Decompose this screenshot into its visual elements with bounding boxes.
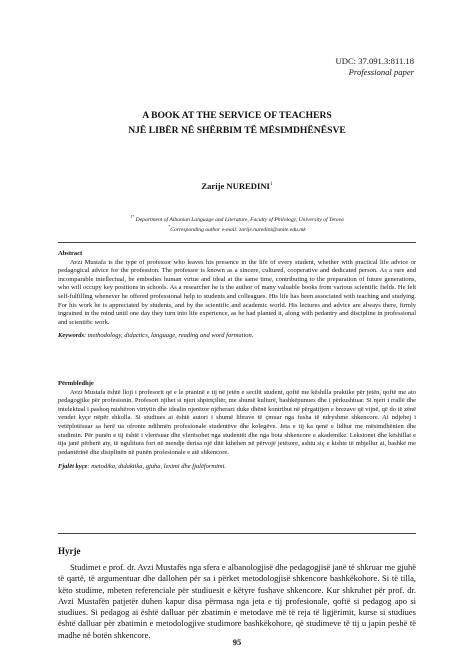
affiliation-mark: 1* — [130, 214, 135, 219]
udc-code: UDC: 37.091.3:811.18 — [335, 56, 414, 66]
permbledhje-keywords — [58, 463, 416, 472]
permbledhje-text: Avzi Mustafa është lloji i profesorit që e le praninë e tij në jetën e secilit student, qoftë me këshilla praktike për jetën, qoftë me ato pedagogjike për profesionin. Profesori njihet si njeri shpirtçiltër, me shumë kulturë, bashkëpunues dhe i përkushtuar. Si njeri i rrallë dhe intelektual i pashoq mishëron virtytin dhe idealin njerëzor njëherazi duke dhënë kontribut në përgatitjen e brezave që vijnë, që do të zënë vendet kyçe nëpër shkolla. Si studiues ai është autori i shumë librave të çmuar nga fusha të ndryshme shkencore. Ai ndjehej i vetëplotësuar sa herë ua ofronte ndihmën profesionale studentëve dhe kolegëve. Jeta e tij ka qenë e lidhur me mësimdhënien dhe studimin. Për punën e tij është i vlerësuar dhe vlerësohet nga studentët dhe nga bota shkencore e akademike. Leksionet dhe këshillat e tija janë përherë aty, të ngulitura fort në mendje derisa një ditë kthehen në përvojë jetësore, ashtu siç e kishte të mbjellur ai, bashkë me pedantërinë dhe disiplinën në punën profesionale e atë shkencore. — [58, 388, 416, 456]
abstract-text: Avzi Mustafa is the type of professor who leaves his presence in the life of every student, whether with practical life advice or pedagogical advice for the profession. The professor is known as a sincere, cultured, cooperative and dedicated person. As a rare and incomparable intellectual, he embodies human virtue and ideal at the same time, contributing to the preparation of future generations, who will occupy key positions in schools. As a researcher he is the author of many valuable books from various scientific fields. He felt self-fulfilling whenever he offered professional help to students and colleagues. His life has been associated with teaching and studying. For his work he is appreciated by students, and by the scientific and academic world. His lectures and advice are always there, firmly ingrained in the mind until one day they turn into life experience, as he had planted it, along with pedantry and discipline in professional and scientific work. — [58, 258, 416, 326]
abstract-bottom-rule — [58, 533, 416, 534]
paper-type: Professional paper — [348, 67, 414, 77]
abstract-keywords — [58, 332, 416, 341]
abstract-top-rule — [58, 242, 416, 243]
title-english: A BOOK AT THE SERVICE OF TEACHERS — [142, 110, 332, 121]
paper-header — [336, 56, 414, 78]
author-mark: 1 — [269, 181, 273, 188]
page-number: 95 — [232, 637, 242, 647]
keywords-text: : methodology, didactics, language, reading and word formation. — [84, 332, 254, 340]
title-albanian: NJË LIBËR NË SHËRBIM TË MËSIMDHËNËSVE — [128, 125, 346, 136]
affiliation-text: Department of Albanian Language and Literature, Faculty of Philology, University of Tetova — [135, 216, 344, 223]
permbledhje-block — [58, 380, 416, 472]
author-name: Zarije NUREDINI — [201, 181, 270, 191]
fjalet-kyce-text: : metodika, didaktika, gjuha, leximi dhe fjalëformimi. — [87, 463, 227, 471]
email-text[interactable]: Corresponding author e-mail: zarije.nuredini@unite.edu.mk — [170, 226, 306, 233]
email-line — [0, 222, 474, 235]
section-heading: Hyrje — [58, 546, 81, 556]
abstract-block — [58, 250, 416, 341]
fjalet-kyce-label: Fjalët kyçe — [58, 463, 88, 471]
abstract-heading: Abstract — [58, 250, 83, 257]
email-mark: * — [168, 224, 171, 229]
section-body: Studimet e prof. dr. Avzi Mustafës nga sfera e albanologjisë dhe pedagogjisë janë të shkruar me gjuhë të qartë, të argumentuar dhe dallohen për sa i përket metodologjisë shkencore bashkëkohore. Si të tilla, këto studime, mbeten referenciale për studiuesit e këtyre fushave shkencore. Kur shkruhet për prof. dr. Avzi Mustafën patjetër duhen kapur disa përmasa nga jeta e tij profesionale, qoftë si pedagog apo si studiues. Si pedagog ai është dalluar për zbatimin e metodave më të reja të ligjërimit, kurse si studiues është dalluar për zbatimin e metodologjive studimore bashkëkohore, që studimeve të tij u japin peshë të madhe në botën shkencore. — [58, 562, 416, 640]
permbledhje-heading: Përmbledhje — [58, 380, 94, 387]
author — [0, 181, 474, 191]
keywords-label: Keywords — [58, 332, 84, 340]
